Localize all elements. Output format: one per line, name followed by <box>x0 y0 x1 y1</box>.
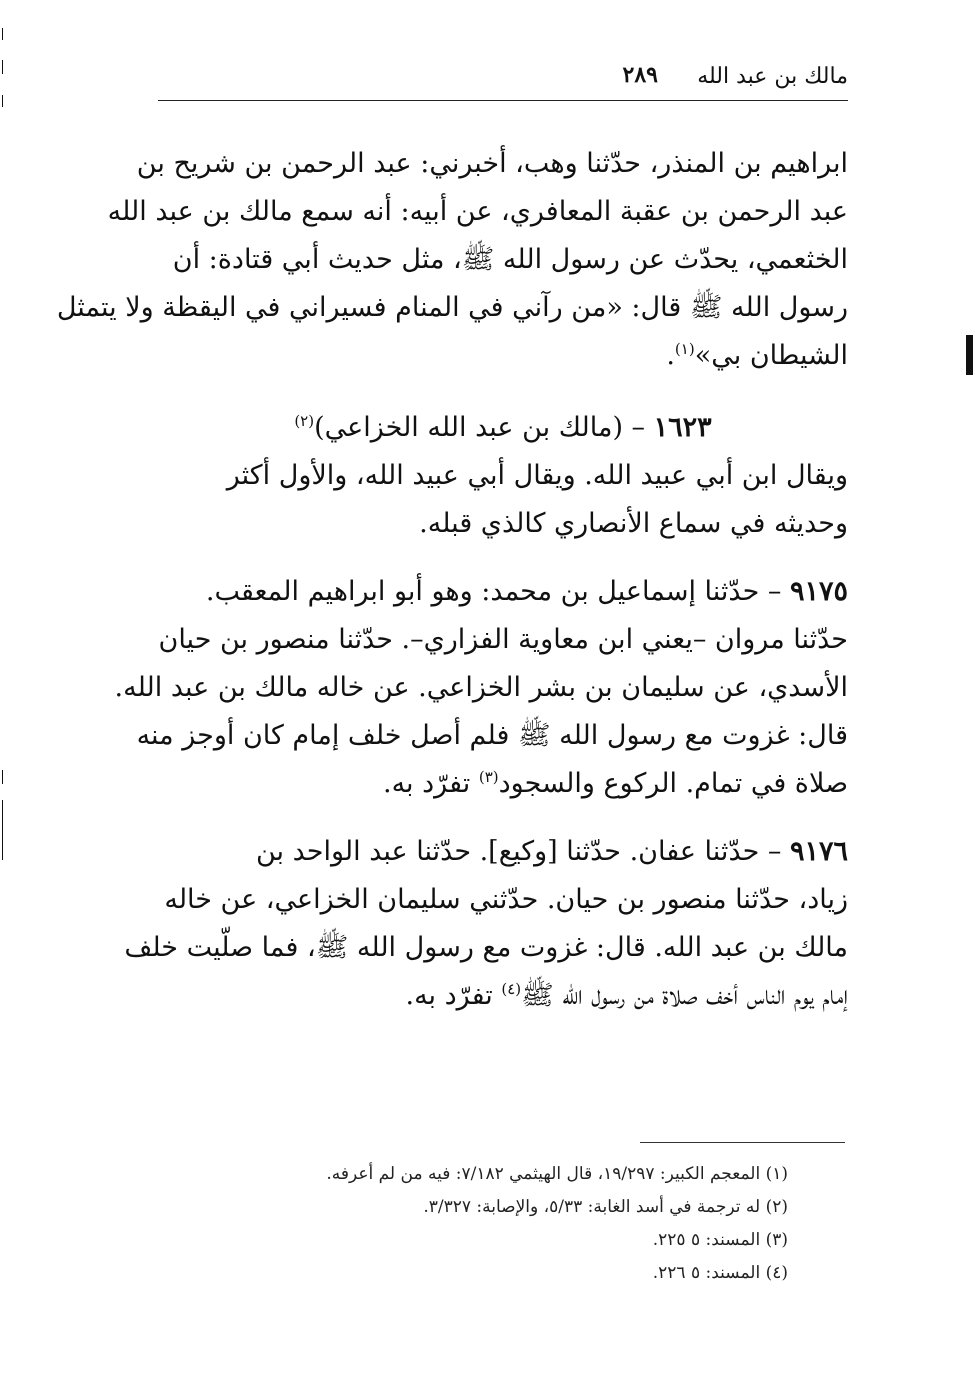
text-line: عبد الرحمن بن عقبة المعافري، عن أبيه: أنه سمع مالك بن عبد الله <box>107 196 848 227</box>
biography-number: ١٦٢٣ <box>653 412 712 443</box>
text-line: الخثعمي، يحدّث عن رسول الله ﷺ، مثل حديث أبي قتادة: أن <box>172 244 848 275</box>
text-segment: الشيطان بي» <box>694 340 848 371</box>
footnote: (٢) له ترجمة في أسد الغابة: ٥/٣٣، والإصابة: ٣/٣٢٧. <box>423 1197 788 1217</box>
text-segment: – حدّثنا عفان. حدّثنا [وكيع]. حدّثنا عبد الواحد بن <box>255 836 782 867</box>
scan-edge-mark <box>2 770 3 784</box>
text-segment: صلاة في تمام. الركوع والسجود <box>498 768 848 799</box>
footnote: (٣) المسند: ٥ ٢٢٥. <box>652 1230 788 1250</box>
text-line: مالك بن عبد الله. قال: غزوت مع رسول الله ﷺ، فما صلّيت خلف <box>124 932 848 963</box>
footnotes <box>158 1158 788 1290</box>
intro-paragraph <box>56 140 848 380</box>
footnote-divider <box>640 1142 845 1143</box>
footnote: (٤) المسند: ٥ ٢٢٦. <box>652 1263 788 1283</box>
hadith-number: ٩١٧٦ <box>789 836 848 867</box>
text-line: ويقال ابن أبي عبيد الله. ويقال أبي عبيد الله، والأول أكثر <box>226 460 848 491</box>
hadith-paragraph-9175 <box>114 568 848 808</box>
text-line <box>158 972 848 1020</box>
scan-edge-mark <box>2 800 3 860</box>
text-line <box>158 332 848 380</box>
scan-edge-mark <box>2 28 3 40</box>
text-line: حدّثنا مروان –يعني ابن معاوية الفزاري–. حدّثنا منصور بن حيان <box>158 624 848 655</box>
text-segment: . <box>666 340 675 371</box>
footnote-ref: (١) <box>674 340 695 358</box>
text-segment: تفرّد به. <box>383 768 479 799</box>
main-text <box>56 140 848 1020</box>
hadith-paragraph-9176 <box>124 828 848 1020</box>
scan-edge-mark <box>966 335 973 375</box>
scan-edge-mark <box>2 95 3 107</box>
scan-edge-mark <box>2 60 3 74</box>
text-segment: – حدّثنا إسماعيل بن محمد: وهو أبو ابراهيم المعقب. <box>205 576 782 607</box>
page-number: ٢٨٩ <box>622 62 658 88</box>
footnote-ref: (٣) <box>478 768 499 786</box>
page-header <box>158 60 848 101</box>
text-segment: تفرّد به. <box>405 980 502 1011</box>
text-segment: إمام يوم الناس أخف صلاة من رسول الله ﷺ <box>521 980 848 1011</box>
footnote: (١) المعجم الكبير: ١٩/٢٩٧، قال الهيثمي ٧/١٨٢: فيه من لم أعرفه. <box>326 1164 788 1184</box>
text-line: رسول الله ﷺ قال: «من رآني في المنام فسيراني في اليقظة ولا يتمثل <box>56 292 848 323</box>
footnote-ref: (٤) <box>501 980 522 998</box>
text-line: وحديثه في سماع الأنصاري كالذي قبله. <box>419 508 848 539</box>
running-title: مالك بن عبد الله <box>697 64 848 89</box>
hadith-number: ٩١٧٥ <box>789 576 848 607</box>
biography-heading <box>158 404 848 452</box>
biography-paragraph <box>158 452 848 548</box>
footnote-ref: (٢) <box>294 412 315 430</box>
text-line: الأسدي، عن سليمان بن بشر الخزاعي. عن خاله مالك بن عبد الله. <box>114 672 848 703</box>
text-line: ابراهيم بن المنذر، حدّثنا وهب، أخبرني: عبد الرحمن بن شريح بن <box>136 148 848 179</box>
text-line <box>158 568 848 616</box>
text-line: قال: غزوت مع رسول الله ﷺ فلم أصل خلف إمام كان أوجز منه <box>136 720 848 751</box>
text-line <box>158 760 848 808</box>
text-line: زياد، حدّثنا منصور بن حيان. حدّثني سليمان الخزاعي، عن خاله <box>164 884 848 915</box>
biography-title: – (مالك بن عبد الله الخزاعي) <box>314 412 646 443</box>
text-line <box>158 828 848 876</box>
